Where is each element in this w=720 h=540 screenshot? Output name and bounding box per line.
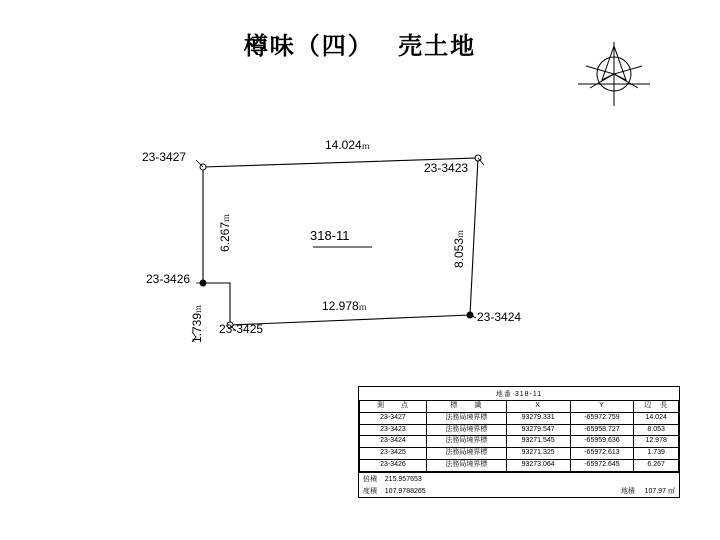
cell-length: 8.053 [634,424,679,436]
cell-length: 6.267 [634,459,679,471]
edge-length-bottom: 12.978 [322,299,359,313]
cell-length: 12.978 [634,436,679,448]
table-header-row [360,401,679,413]
table-row [360,424,679,436]
table-row [360,448,679,460]
cell-mark: 法務局境界標 [426,424,506,436]
vertex-label-23-3425: 23-3425 [219,322,264,336]
cell-mark: 法務局境界標 [426,459,506,471]
cell-length: 1.739 [634,448,679,460]
cell-x: 93273.064 [506,459,570,471]
col-header-mark: 標 識 [426,401,506,413]
cell-point: 23-3425 [360,448,427,460]
unit-mark-top: ｍ [361,142,370,151]
cell-x: 93271.325 [506,448,570,460]
coordinates-table [358,386,680,498]
edge-length-left-upper: 6.267 [218,221,232,252]
table-row [360,412,679,424]
cell-x: 93271.545 [506,436,570,448]
table-row [360,436,679,448]
unit-mark-right: ｍ [456,229,465,238]
edge-length-top: 14.024 [325,138,362,152]
edge-length-right: 8.053 [452,237,466,268]
vertex-label-23-3423: 23-3423 [424,161,469,175]
footer-value-doseki: 107.9788265 [384,487,426,495]
unit-mark-left-upper: ｍ [222,213,231,222]
parcel-number-label: 318-11 [310,228,350,243]
unit-mark-left-lower: ｍ [194,304,203,313]
footer-value-baiseki: 215.957653 [384,475,422,483]
cell-length: 14.024 [634,412,679,424]
col-header-y: Y [570,401,634,413]
cell-mark: 法務局境界標 [426,412,506,424]
edge-length-left-lower: 1.739 [190,312,204,343]
cell-x: 93279.547 [506,424,570,436]
cell-mark: 法務局境界標 [426,436,506,448]
cell-y: -65972.613 [570,448,634,460]
col-header-point: 測 点 [360,401,427,413]
cell-point: 23-3423 [360,424,427,436]
vertex-label-23-3426: 23-3426 [146,272,191,286]
footer-label-chiseki: 地積 [620,487,635,495]
cell-x: 93279.331 [506,412,570,424]
cell-point: 23-3427 [360,412,427,424]
unit-mark-bottom: ｍ [358,303,367,312]
col-header-length: 辺 長 [634,401,679,413]
cell-mark: 法務局境界標 [426,448,506,460]
table-row [360,459,679,471]
footer-value-chiseki: 107.97 ㎡ [644,487,675,495]
table-caption: 地番 318-11 [495,391,543,398]
vertex-label-23-3424: 23-3424 [477,310,522,324]
cell-y: -65958.727 [570,424,634,436]
page-title: 樽味（四） 売土地 [243,31,477,60]
cell-point: 23-3424 [360,436,427,448]
footer-label-doseki: 度積 [363,487,377,495]
col-header-x: X [506,401,570,413]
cell-y: -65959.636 [570,436,634,448]
table-footer [359,472,679,497]
vertex-label-23-3427: 23-3427 [142,150,187,164]
footer-label-baiseki: 倍積 [363,475,377,483]
cell-y: -65972.645 [570,459,634,471]
cell-y: -65972.759 [570,412,634,424]
cell-point: 23-3426 [360,459,427,471]
